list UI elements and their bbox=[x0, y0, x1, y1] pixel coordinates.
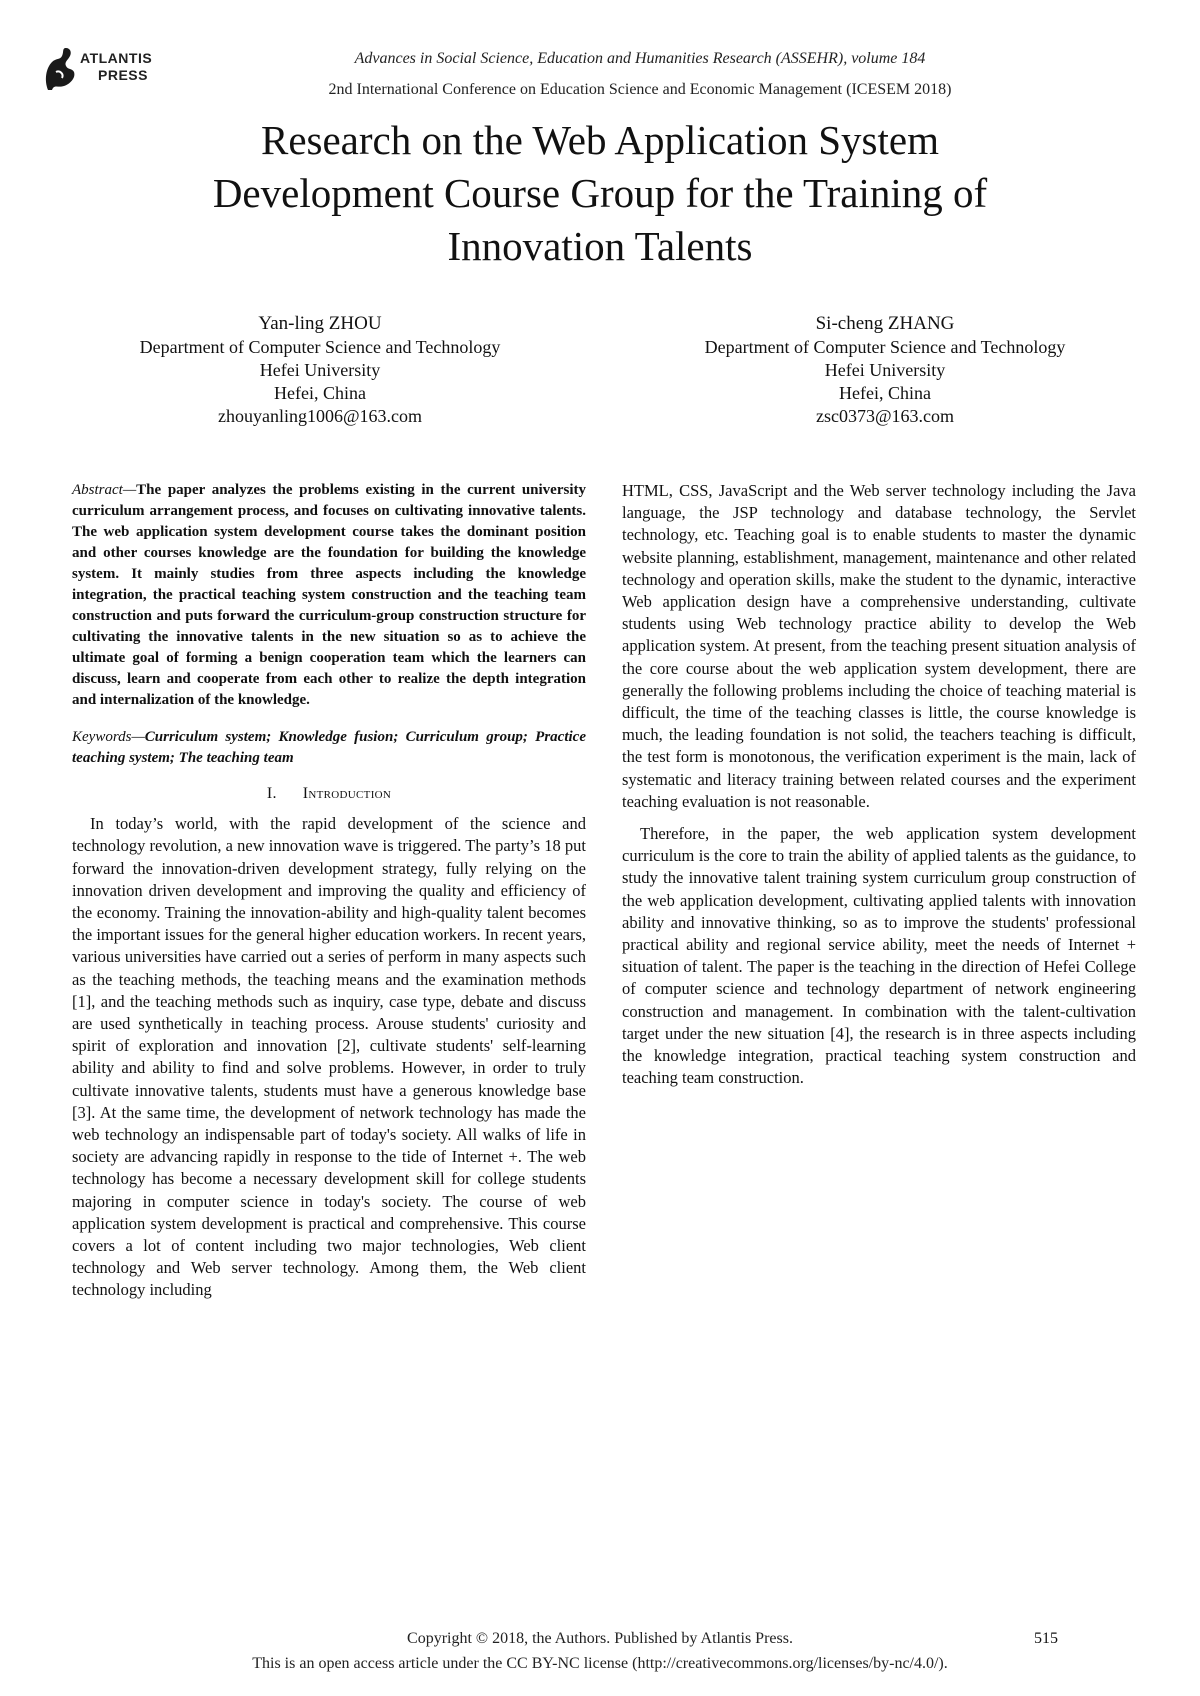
therefore-paragraph: Therefore, in the paper, the web application system development curriculum is the core to train the ability of applied talents as the guidance, to study the innovative talent training system curriculum group construction of the web application development, cultivating applied talents with innovation ability and innovative thinking, so as to improve the students' professional practical ability and regional service ability, meet the needs of Internet + situation of talent. The paper is the teaching in the direction of Hefei College of computer science and technology department of network engineering construction and management. In combination with the talent-cultivation target under the new situation [4], the research is in three aspects including the knowledge integration, practical teaching system construction and teaching team construction. bbox=[622, 824, 1136, 1088]
author-department: Department of Computer Science and Technology bbox=[704, 337, 1066, 357]
abstract-text: The paper analyzes the problems existing in the current university curriculum arrangement process, and focuses on cultivating innovative talents. The web application system development course takes the dominant position and other courses knowledge are the foundation for building the knowledge system. It mainly studies from three aspects including the knowledge integration, the practical teaching system construction and the teaching team construction and puts forward the curriculum-group construction structure for cultivating the innovative talents in the new situation so as to achieve the ultimate goal of forming a benign cooperation team which the learners can discuss, learn and cooperate from each other to realize the depth integration and internalization of the knowledge. bbox=[72, 482, 586, 708]
title-line-2: Development Course Group for the Training of bbox=[212, 170, 988, 216]
abstract bbox=[72, 480, 586, 711]
title-line-1: Research on the Web Application System bbox=[260, 117, 939, 163]
abstract-label: Abstract— bbox=[72, 482, 137, 498]
author-name: Si-cheng ZHANG bbox=[815, 313, 955, 334]
keywords-label: Keywords— bbox=[72, 729, 145, 745]
author-department: Department of Computer Science and Technology bbox=[139, 337, 501, 357]
author-university: Hefei University bbox=[824, 360, 946, 380]
title-line-3: Innovation Talents bbox=[447, 223, 753, 269]
section-heading-introduction bbox=[72, 783, 586, 805]
author-location: Hefei, China bbox=[839, 383, 931, 403]
journal-name: Advances in Social Science, Education and Humanities Research (ASSEHR), volume 184 bbox=[354, 50, 926, 67]
keywords bbox=[72, 727, 586, 769]
logo-line2: PRESS bbox=[98, 67, 148, 83]
author-email: zsc0373@163.com bbox=[815, 406, 955, 426]
section-title: Introduction bbox=[302, 785, 392, 802]
license-notice: This is an open access article under the CC BY-NC license (http://creativecommons.org/licenses/by-nc/4.0/). bbox=[252, 1655, 948, 1672]
author-email: zhouyanling1006@163.com bbox=[217, 406, 423, 426]
author-university: Hefei University bbox=[259, 360, 381, 380]
continued-paragraph: HTML, CSS, JavaScript and the Web server technology including the Java language, the JSP technology and database technology, the Servlet technology, etc. Teaching goal is to enable students to master the dynamic website planning, establishment, management, maintenance and other related technology and operation skills, make the student to the dynamic, interactive Web application design have a comprehensive understanding, cultivate students using Web technology practice ability to develop the Web application system. At present, from the teaching present situation analysis of the core course about the web application system development, there are generally the following problems including the choice of teaching material is difficult, the time of the teaching classes is little, the course knowledge is much, the leading foundation is not solid, the teachers teaching is difficult, the test form is monotonous, the verification experiment is the main, lack of systematic and literacy training between related courses and the experiment teaching evaluation is not reasonable. bbox=[622, 481, 1136, 811]
paper-title bbox=[80, 114, 1120, 273]
author-block-2 bbox=[645, 312, 1125, 428]
logo-line1: ATLANTIS bbox=[80, 50, 153, 66]
section-number: I. bbox=[266, 785, 277, 802]
page-number: 515 bbox=[1034, 1630, 1058, 1647]
intro-paragraph: In today’s world, with the rapid development of the science and technology revolution, a new innovation wave is triggered. The party’s 18 put forward the innovation-driven development strategy, fully relying on the innovation driven development and improving the quality and efficiency of the economy. Training the innovation-ability and high-quality talent becomes the important issues for the general higher education workers. In recent years, various universities have carried out a series of perform in many aspects such as the teaching methods, the teaching means and the examination methods [1], and the teaching methods such as inquiry, case type, debate and discuss are used synthetically in teaching process. Arouse students' curiosity and spirit of exploration and innovation [2], cultivate students' self-learning ability and ability to find and solve problems. However, in order to truly cultivate innovative talents, students must have a generous knowledge base [3]. At the same time, the development of network technology has made the web technology an indispensable part of today's society. All walks of life in society are advancing rapidly in response to the tide of Internet +. The web technology has become a necessary development skill for college students majoring in computer science in today's society. The course of web application system development is practical and comprehensive. This course covers a lot of content including two major technologies, Web client technology and Web server technology. Among them, the Web client technology including bbox=[72, 814, 586, 1300]
author-name: Yan-ling ZHOU bbox=[258, 313, 382, 334]
conference-name: 2nd International Conference on Education Science and Economic Management (ICESEM 2018) bbox=[328, 81, 952, 98]
copyright-notice: Copyright © 2018, the Authors. Published by Atlantis Press. bbox=[407, 1630, 793, 1647]
author-block-1 bbox=[80, 312, 560, 428]
left-column bbox=[72, 480, 586, 1302]
author-location: Hefei, China bbox=[274, 383, 366, 403]
right-column bbox=[622, 480, 1136, 1089]
keywords-text: Curriculum system; Knowledge fusion; Curriculum group; Practice teaching system; The teaching team bbox=[72, 729, 586, 766]
